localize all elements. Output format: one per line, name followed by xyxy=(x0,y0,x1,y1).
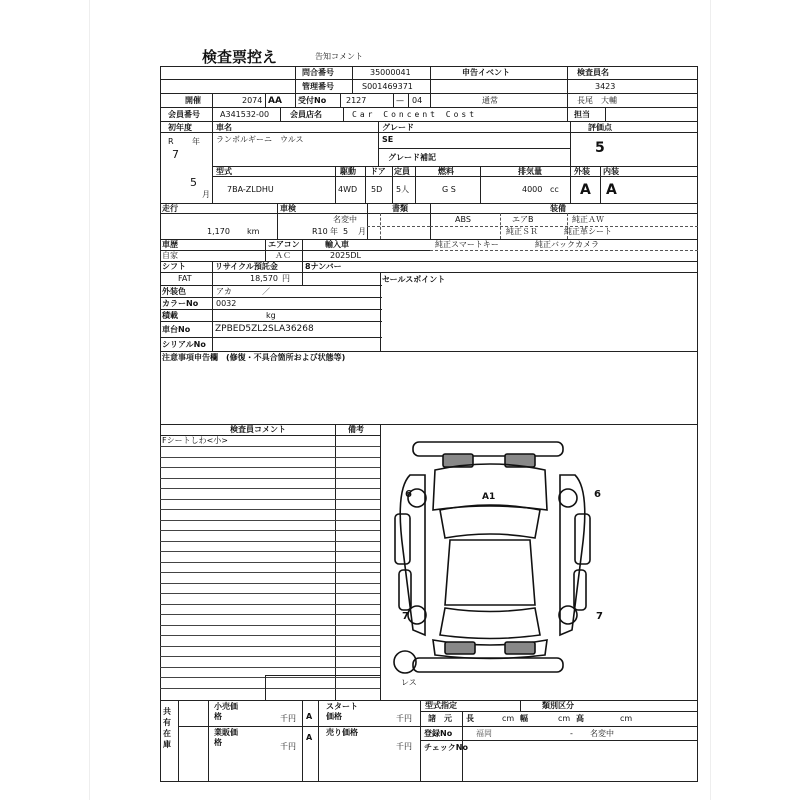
receipt-sub: 04 xyxy=(412,96,423,105)
comment-rule xyxy=(160,614,380,615)
start-unit: 千円 xyxy=(396,714,412,723)
name-label: 車名 xyxy=(216,123,232,132)
class-label: 類別区分 xyxy=(542,701,574,710)
equip-item: エアB xyxy=(512,215,534,224)
history-label: 車歴 xyxy=(162,240,178,249)
month-unit: 月 xyxy=(202,190,210,199)
displacement: 4000 xyxy=(522,185,543,194)
comment-rule xyxy=(160,688,380,689)
equip-item: ABS xyxy=(455,215,471,224)
height-label: 高 xyxy=(576,714,584,723)
reg-dash: - xyxy=(570,729,573,738)
comment-rule xyxy=(160,667,380,668)
model: 7BA-ZLDHU xyxy=(227,185,274,194)
remarks-label: 備考 xyxy=(348,425,364,434)
start-price-label: スタート価格 xyxy=(326,702,358,721)
eight-label: 8ナンバー xyxy=(305,262,342,271)
sales-point-label: セールスポイント xyxy=(382,275,446,284)
shop-name: Car Concent Cost xyxy=(352,110,478,119)
venue-code: AA xyxy=(268,96,282,106)
recycle-label: リサイクル預託金 xyxy=(215,262,278,271)
mgmt-no-label: 管理番号 xyxy=(302,82,334,91)
comment-rule xyxy=(160,541,380,542)
equip-item: 純正ＡＷ xyxy=(572,215,604,224)
year-unit: 年 xyxy=(192,137,200,146)
comment-rule xyxy=(160,488,380,489)
receipt-label: 受付No xyxy=(298,96,327,105)
inspector-label: 検査員名 xyxy=(577,68,609,77)
shaken-note: 名変中 xyxy=(333,215,357,224)
shop-label: 会員店名 xyxy=(290,110,322,119)
door: 5D xyxy=(371,185,383,194)
inquiry-no-label: 問合番号 xyxy=(302,68,334,77)
load-unit: kg xyxy=(266,311,276,320)
aa-mark: A xyxy=(306,712,313,721)
docs-label: 書類 xyxy=(392,204,408,213)
width-label: 幅 xyxy=(520,714,528,723)
venue-label: 開催 xyxy=(185,96,201,105)
recycle-unit: 円 xyxy=(282,274,290,283)
event-label: 申告イベント xyxy=(462,68,510,77)
comment-rule xyxy=(160,551,380,552)
color-no-label: カラーNo xyxy=(162,299,199,308)
comment-rule xyxy=(160,509,380,510)
grade-sup-label: グレード補記 xyxy=(388,153,436,162)
cap-label: 定員 xyxy=(394,167,410,176)
comment-rule xyxy=(160,656,380,657)
reg-place: 福岡 xyxy=(476,729,492,738)
shift-label: シフト xyxy=(162,262,186,271)
chassis-label: 車台No xyxy=(162,325,191,334)
serial-label: シリアルNo xyxy=(162,340,206,349)
venue-no: 2074 xyxy=(242,96,263,105)
spare-label: レス xyxy=(401,678,417,687)
sheet-title: 検査票控え xyxy=(202,48,278,66)
load-label: 積載 xyxy=(162,311,178,320)
mileage: 1,170 xyxy=(207,227,230,236)
grade-label: グレード xyxy=(382,123,414,132)
retail-label: 小売価格 xyxy=(214,702,238,721)
comment-rule xyxy=(160,530,380,531)
reg-no-label: 登録No xyxy=(424,729,453,738)
cm-unit: cm xyxy=(558,714,571,723)
comment-rule xyxy=(160,478,380,479)
comment-rule xyxy=(160,625,380,626)
disp-label: 排気量 xyxy=(518,167,542,176)
type-designation-label: 型式指定 xyxy=(425,701,457,710)
ext-label: 外装 xyxy=(574,167,590,176)
length-label: 長 xyxy=(466,714,474,723)
month: 5 xyxy=(190,176,197,189)
comment-rule xyxy=(160,646,380,647)
year: 7 xyxy=(172,148,179,161)
comment-rule xyxy=(160,572,380,573)
ext-grade: A xyxy=(580,182,591,198)
drive-label: 駆動 xyxy=(340,167,356,176)
import-label: 輸入車 xyxy=(325,240,349,249)
inspector-name: 長尾 大輔 xyxy=(577,96,617,105)
notice-comment-label: 告知コメント xyxy=(315,52,363,61)
shared-stock-label: 共有在庫 xyxy=(163,707,171,749)
comment-rule xyxy=(160,604,380,605)
comment-rule xyxy=(160,467,380,468)
drive: 4WD xyxy=(338,185,358,194)
wholesale-label: 業販価格 xyxy=(214,728,238,747)
first-reg-label: 初年度 xyxy=(168,123,192,132)
tire-rear-right: 7 xyxy=(596,611,603,622)
receipt-dash: — xyxy=(396,96,404,105)
door-label: ドア xyxy=(370,167,386,176)
comment-rule xyxy=(160,446,380,447)
event-value: 通常 xyxy=(482,96,498,105)
comment-rule xyxy=(160,583,380,584)
receipt-no: 2127 xyxy=(346,96,367,105)
comment-rule xyxy=(160,635,380,636)
equip-label: 装備 xyxy=(550,204,566,213)
import: 2025DL xyxy=(330,251,361,260)
ac: ＡＣ xyxy=(275,251,291,260)
retail-unit: 千円 xyxy=(280,714,296,723)
chassis-no: ZPBED5ZL2SLA36268 xyxy=(215,324,314,334)
reg-status: 名変中 xyxy=(590,729,614,738)
shaken-year-unit: 年 xyxy=(330,227,338,236)
member-no-label: 会員番号 xyxy=(168,110,200,119)
shaken-era: R10 xyxy=(312,227,328,236)
disp-unit: cc xyxy=(550,185,559,194)
comment-rule xyxy=(160,562,380,563)
aa-mark: A xyxy=(306,733,313,742)
spec-label: 諸 元 xyxy=(428,714,452,723)
color-no: 0032 xyxy=(216,299,237,308)
equip-item: 純正ＳＲ xyxy=(506,227,538,236)
capacity: 5人 xyxy=(396,185,410,194)
sell-price-label: 売り価格 xyxy=(326,728,358,737)
fuel-label: 燃料 xyxy=(438,167,454,176)
tire-front-right: 6 xyxy=(594,489,601,500)
comment-rule xyxy=(160,520,380,521)
fuel: G S xyxy=(442,185,456,194)
equip-item: 純正革シート xyxy=(564,227,612,236)
score-label: 評価点 xyxy=(588,123,612,132)
cm-unit: cm xyxy=(620,714,633,723)
inspection-sheet xyxy=(90,0,710,800)
color-slash: ／ xyxy=(262,287,270,296)
grade: SE xyxy=(382,135,394,144)
damage-code: A1 xyxy=(482,492,496,502)
inquiry-no: 35000041 xyxy=(370,68,411,77)
inspector-comment-label: 検査員コメント xyxy=(230,425,286,434)
shaken-label: 車検 xyxy=(280,204,296,213)
model-label: 型式 xyxy=(216,167,232,176)
notes-label: 注意事項申告欄 (修復・不具合箇所および状態等) xyxy=(162,353,346,362)
shift: FAT xyxy=(178,274,192,283)
equip-item: 純正バックカメラ xyxy=(535,240,599,249)
comment-rule xyxy=(160,499,380,500)
sell-unit: 千円 xyxy=(396,742,412,751)
check-no-label: チェックNo xyxy=(424,743,468,752)
shaken-month-unit: 月 xyxy=(358,227,366,236)
cm-unit: cm xyxy=(502,714,515,723)
comment-rule xyxy=(160,593,380,594)
history: 自家 xyxy=(162,251,178,260)
int-label: 内装 xyxy=(603,167,619,176)
tire-front-left: 6 xyxy=(405,489,412,500)
mgmt-no: S001469371 xyxy=(362,82,413,91)
comment-rule xyxy=(160,677,380,678)
ac-label: エアコン xyxy=(268,240,300,249)
wholesale-unit: 千円 xyxy=(280,742,296,751)
era: R xyxy=(168,137,174,146)
member-no: A341532-00 xyxy=(220,110,270,119)
car-body-diagram xyxy=(385,430,600,690)
recycle-amount: 18,570 xyxy=(250,274,278,283)
score: 5 xyxy=(595,140,605,156)
inspector-comment-text: Fシートしわ<小> xyxy=(162,436,229,445)
mileage-unit: km xyxy=(247,227,260,236)
color: アカ xyxy=(216,287,232,296)
color-label: 外装色 xyxy=(162,287,186,296)
tire-rear-left: 7 xyxy=(402,611,409,622)
mileage-label: 走行 xyxy=(162,204,178,213)
staff-label: 担当 xyxy=(574,110,590,119)
equip-item: 純正スマートキー xyxy=(435,240,499,249)
inspector-id: 3423 xyxy=(595,82,616,91)
shaken-month: 5 xyxy=(343,227,349,236)
vehicle-name: ランボルギーニ ウルス xyxy=(216,135,304,144)
comment-rule xyxy=(160,457,380,458)
int-grade: A xyxy=(606,182,617,198)
